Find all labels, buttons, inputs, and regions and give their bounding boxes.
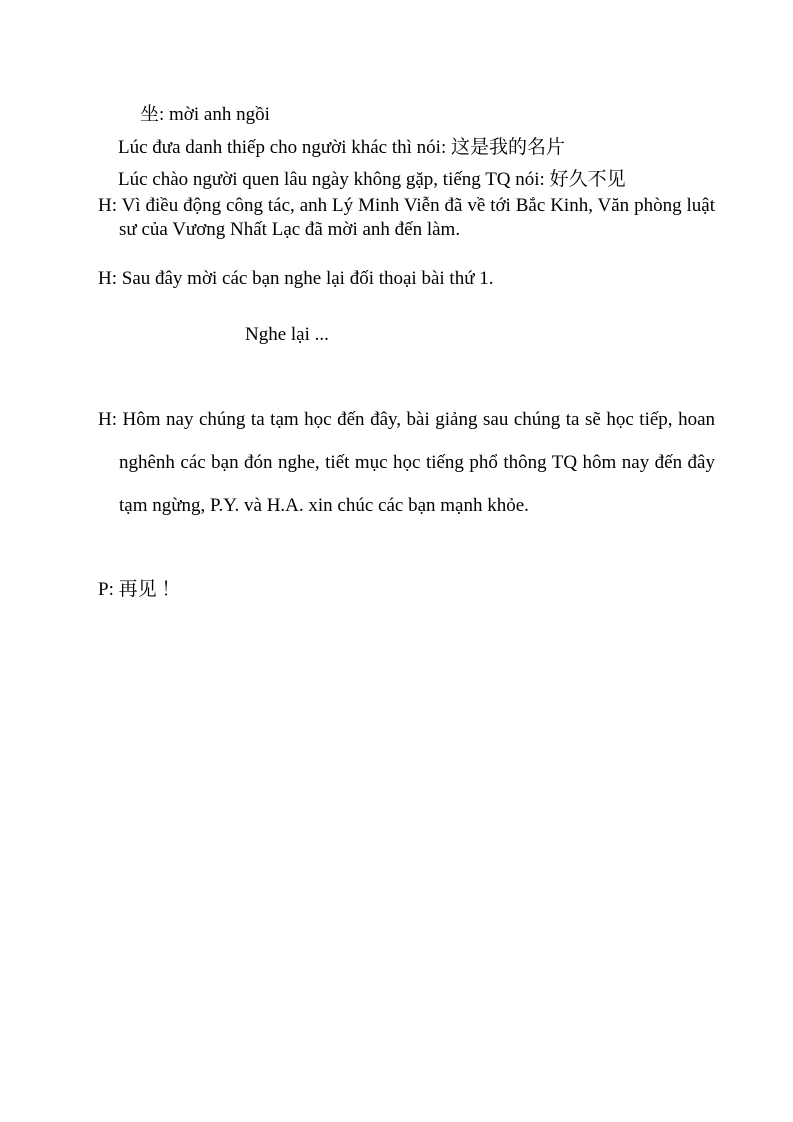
paragraph-closing: H: Hôm nay chúng ta tạm học đến đây, bài giảng sau chúng ta sẽ học tiếp, hoan nghênh các bạn đón nghe, tiết mục học tiếng phổ thông TQ hôm nay đến đây tạm ngừng, P.Y. và H.A. xin chúc các bạn mạnh khỏe. <box>98 409 715 516</box>
paragraph-transfer: H: Vì điều động công tác, anh Lý Minh Viễn đã về tới Bắc Kinh, Văn phòng luật sư của Vương Nhất Lạc đã mời anh đến làm. <box>98 195 715 240</box>
vocab-line-sit: 坐: mời anh ngồi <box>140 104 270 125</box>
paragraph-goodbye: P: 再见 ！ <box>98 579 181 600</box>
vocab-line-long-time-no-see: Lúc chào người quen lâu ngày không gặp, tiếng TQ nói: 好久不见 <box>118 169 626 190</box>
replay-note: Nghe lại ... <box>245 324 329 345</box>
vocab-line-business-card: Lúc đưa danh thiếp cho người khác thì nói: 这是我的名片 <box>118 137 565 158</box>
paragraph-listen-again: H: Sau đây mời các bạn nghe lại đối thoại bài thứ 1. <box>98 268 494 289</box>
